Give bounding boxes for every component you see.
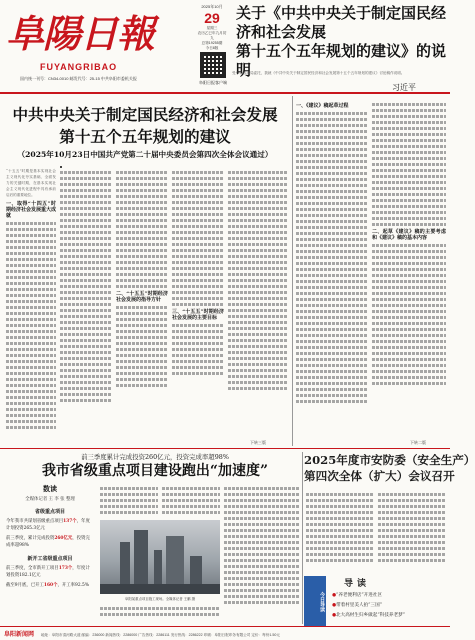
project-photo-caption: 阜阳某重点项目施工现场。全媒体记者 王鹏 摄 (125, 597, 195, 601)
data-label-2: 新开工省级重点项目 (27, 556, 73, 562)
newspaper-pinyin: FUYANGRIBAO (40, 62, 118, 72)
main-article-continued[interactable]: 下转三版 (250, 440, 266, 445)
safety-story-column-1 (306, 490, 374, 574)
safety-story-column-2 (378, 490, 446, 574)
guide-title: 导读 (344, 579, 371, 589)
right-article-continued[interactable]: 下转二版 (410, 440, 426, 445)
footer-info: 地址：阜阳市清河路大道 邮编：236000 新闻热线：2286000 广告热线：2286111 发行热线：2286222 印刷：阜阳日报印务有限公司 定价：每份1.50元 (41, 633, 280, 637)
safety-title-line2: 第四次全体（扩大）会议召开 (304, 469, 455, 483)
date-day: 29 (204, 10, 220, 26)
date-lunar: 农历乙巳年九月初九 (197, 31, 227, 40)
project-story-headline[interactable] (6, 452, 304, 481)
data-item-1: 今年我市共谋划省级重点项目137个，年度计划投资265.3亿元 (6, 519, 90, 531)
data-sidebar-heading: 数读 (43, 484, 57, 493)
today-guide (304, 576, 450, 626)
main-article-column-1 (6, 168, 56, 440)
main-article-title[interactable] (6, 104, 284, 161)
date-month: 2025年10月 (201, 4, 223, 9)
top-article-byline: 习近平 (392, 83, 416, 92)
main-article-column-2 (60, 168, 112, 440)
project-story-column-4 (100, 604, 220, 624)
main-title-line1: 中共中央关于制定国民经济和社会发展 (12, 105, 278, 124)
project-story-column-2 (162, 484, 220, 518)
safety-title-line1: 2025年度市安防委（安全生产） (304, 453, 475, 467)
data-sidebar (6, 484, 94, 589)
publication-info: 国内统一刊号：CN34-0010 邮发代号：25-15 中共阜阳市委机关报 (20, 76, 137, 81)
top-article-intro-text: 受中央政治局委托，我就《中共中央关于制定国民经济和社会发展第十五个五年规划的建议》讨论稿作说明。 (232, 71, 405, 75)
issue-number: 总第19255期 (201, 41, 223, 45)
main-article-column-3 (116, 168, 168, 440)
main-article-column-5 (228, 168, 288, 436)
project-story-title: 我市省级重点项目建设跑出“加速度” (41, 463, 269, 479)
qr-code-label: 阜阳日报客户端 (199, 80, 227, 85)
guide-item-3[interactable]: ●北大高材生归乡做起“科技养老梦” (332, 613, 406, 618)
data-item-4: 截至9月底，已开工160个，开工率92.5% (6, 583, 89, 588)
main-article-lead: “十五五”时期是基本实现社会主义现代化夯实基础、全面发力的关键时期，在基本实现社会主义现代化进程中具有承前启后的重要地位。 (6, 169, 56, 197)
right-article-column-2 (372, 100, 446, 440)
data-item-3: 前三季度，全市新开工项目173个，年度计划投资182.1亿元 (6, 566, 90, 578)
main-article-column-4 (172, 168, 224, 440)
guide-item-1[interactable]: ●“养老便利店”开进社区 (332, 593, 383, 598)
project-story-column-3 (224, 484, 300, 624)
data-sidebar-sub: 全媒体记者 王 李 张 整理 (25, 497, 75, 502)
main-article-subtitle: （2025年10月23日中国共产党第二十届中央委员会第四次全体会议通过） (17, 150, 273, 159)
top-article-intro (232, 70, 446, 92)
qr-code-icon[interactable] (200, 52, 226, 78)
footer-brand[interactable]: 阜阳新闻网 (4, 632, 35, 638)
data-item-2: 前三季度，累计完成投资260亿元，投资完成率超98% (6, 536, 90, 548)
project-story-column-1 (100, 484, 158, 518)
project-story-kicker: 前三季度累计完成投资260亿元，投资完成率超98% (81, 453, 229, 461)
project-photo[interactable] (100, 520, 220, 594)
safety-meeting-headline[interactable] (304, 452, 475, 484)
right-section-b: 二、起草《建议》稿的主要考虑和《建议》稿的基本内容 (372, 229, 446, 241)
right-article-column-1 (296, 100, 368, 440)
data-label-1: 省级重点项目 (34, 509, 65, 515)
main-title-line2: 第十五个五年规划的建议 (59, 127, 231, 146)
guide-side-label: 今日导读 (304, 576, 326, 626)
main-section-2: 二、“十五五”时期经济社会发展的指导方针 (116, 291, 168, 303)
main-section-3: 三、“十五五”时期经济社会发展的主要目标 (172, 309, 224, 321)
date-weekday: 星期三 (206, 26, 218, 30)
masthead-divider (0, 92, 450, 94)
page-count: 今日8版 (205, 46, 219, 50)
page-footer (0, 626, 450, 640)
top-headline-line2: 第十五个五年规划的建议》的说明 (236, 42, 447, 79)
issue-date (196, 4, 228, 51)
guide-item-2[interactable]: ●带着村里美人拍“三国” (332, 603, 383, 608)
right-section-a: 一、《建议》稿起草过程 (296, 103, 349, 109)
newspaper-logo: 阜陽日報 (6, 11, 155, 56)
top-headline-line1: 关于《中共中央关于制定国民经济和社会发展 (236, 4, 447, 41)
main-section-1: 一、取得“十四五”时期经济社会发展重大成就 (6, 201, 57, 219)
